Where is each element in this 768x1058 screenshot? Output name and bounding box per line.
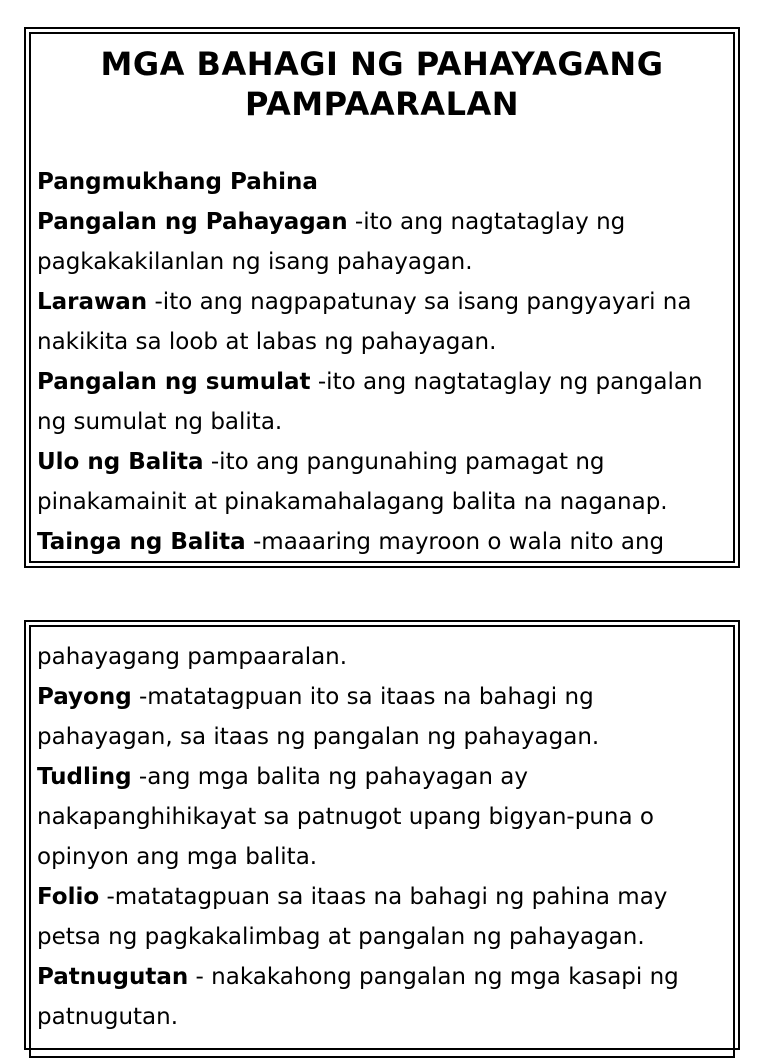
entry-term: Pangalan ng Pahayagan (37, 209, 348, 235)
continuation-text: pahayagang pampaaralan. (37, 644, 348, 670)
entry-term: Payong (37, 684, 132, 710)
page-card-2-inner-border (29, 625, 735, 1058)
title-line-1: MGA BAHAGI NG PAHAYAGANG (100, 45, 664, 83)
entry-definition: -matatagpuan ito sa itaas na bahagi ng pahayagan, sa itaas ng pangalan ng pahayagan. (37, 684, 600, 750)
entry-patnugutan (37, 957, 727, 1037)
entry-term: Ulo ng Balita (37, 449, 204, 475)
entry-larawan (37, 282, 727, 362)
entry-term: Tainga ng Balita (37, 529, 246, 555)
entry-definition: - nakakahong pangalan ng mga kasapi ng patnugutan. (37, 964, 679, 1030)
entry-definition: -matatagpuan sa itaas na bahagi ng pahina may petsa ng pagkakalimbag at pangalan ng pahayagan. (37, 884, 668, 950)
entry-definition: -ito ang nagpapatunay sa isang pangyayari na nakikita sa loob at labas ng pahayagan. (37, 289, 692, 355)
entry-term: Pangalan ng sumulat (37, 369, 311, 395)
page-card-1 (24, 27, 740, 568)
entry-folio (37, 877, 727, 957)
entry-tainga-ng-balita (37, 522, 727, 562)
entry-pangalan-ng-sumulat (37, 362, 727, 442)
page-card-2 (24, 620, 740, 1050)
entry-tudling (37, 757, 727, 877)
title-line-2: PAMPAARALAN (244, 85, 519, 123)
card-2-content (37, 637, 727, 1037)
entry-definition: -ito ang nagtataglay ng pagkakakilanlan ng isang pahayagan. (37, 209, 626, 275)
entry-definition: -maaaring mayroon o wala nito ang (245, 529, 665, 555)
entry-definition: -ito ang pangunahing pamagat ng pinakamainit at pinakamahalagang balita na naganap. (37, 449, 668, 515)
entry-payong (37, 677, 727, 757)
entry-definition: -ang mga balita ng pahayagan ay nakapanghihikayat sa patnugot upang bigyan-puna o opinyon ang mga balita. (37, 764, 654, 870)
section-heading: Pangmukhang Pahina (37, 169, 318, 195)
entry-term: Patnugutan (37, 964, 189, 990)
entry-pangalan-ng-pahayagan (37, 202, 727, 282)
entry-ulo-ng-balita (37, 442, 727, 522)
entry-definition: -ito ang nagtataglay ng pangalan ng sumulat ng balita. (37, 369, 703, 435)
spacer (37, 124, 727, 162)
entry-term: Tudling (37, 764, 132, 790)
page-title (37, 44, 727, 124)
entry-term: Folio (37, 884, 100, 910)
page-card-1-inner-border (29, 32, 735, 563)
entry-term: Larawan (37, 289, 148, 315)
